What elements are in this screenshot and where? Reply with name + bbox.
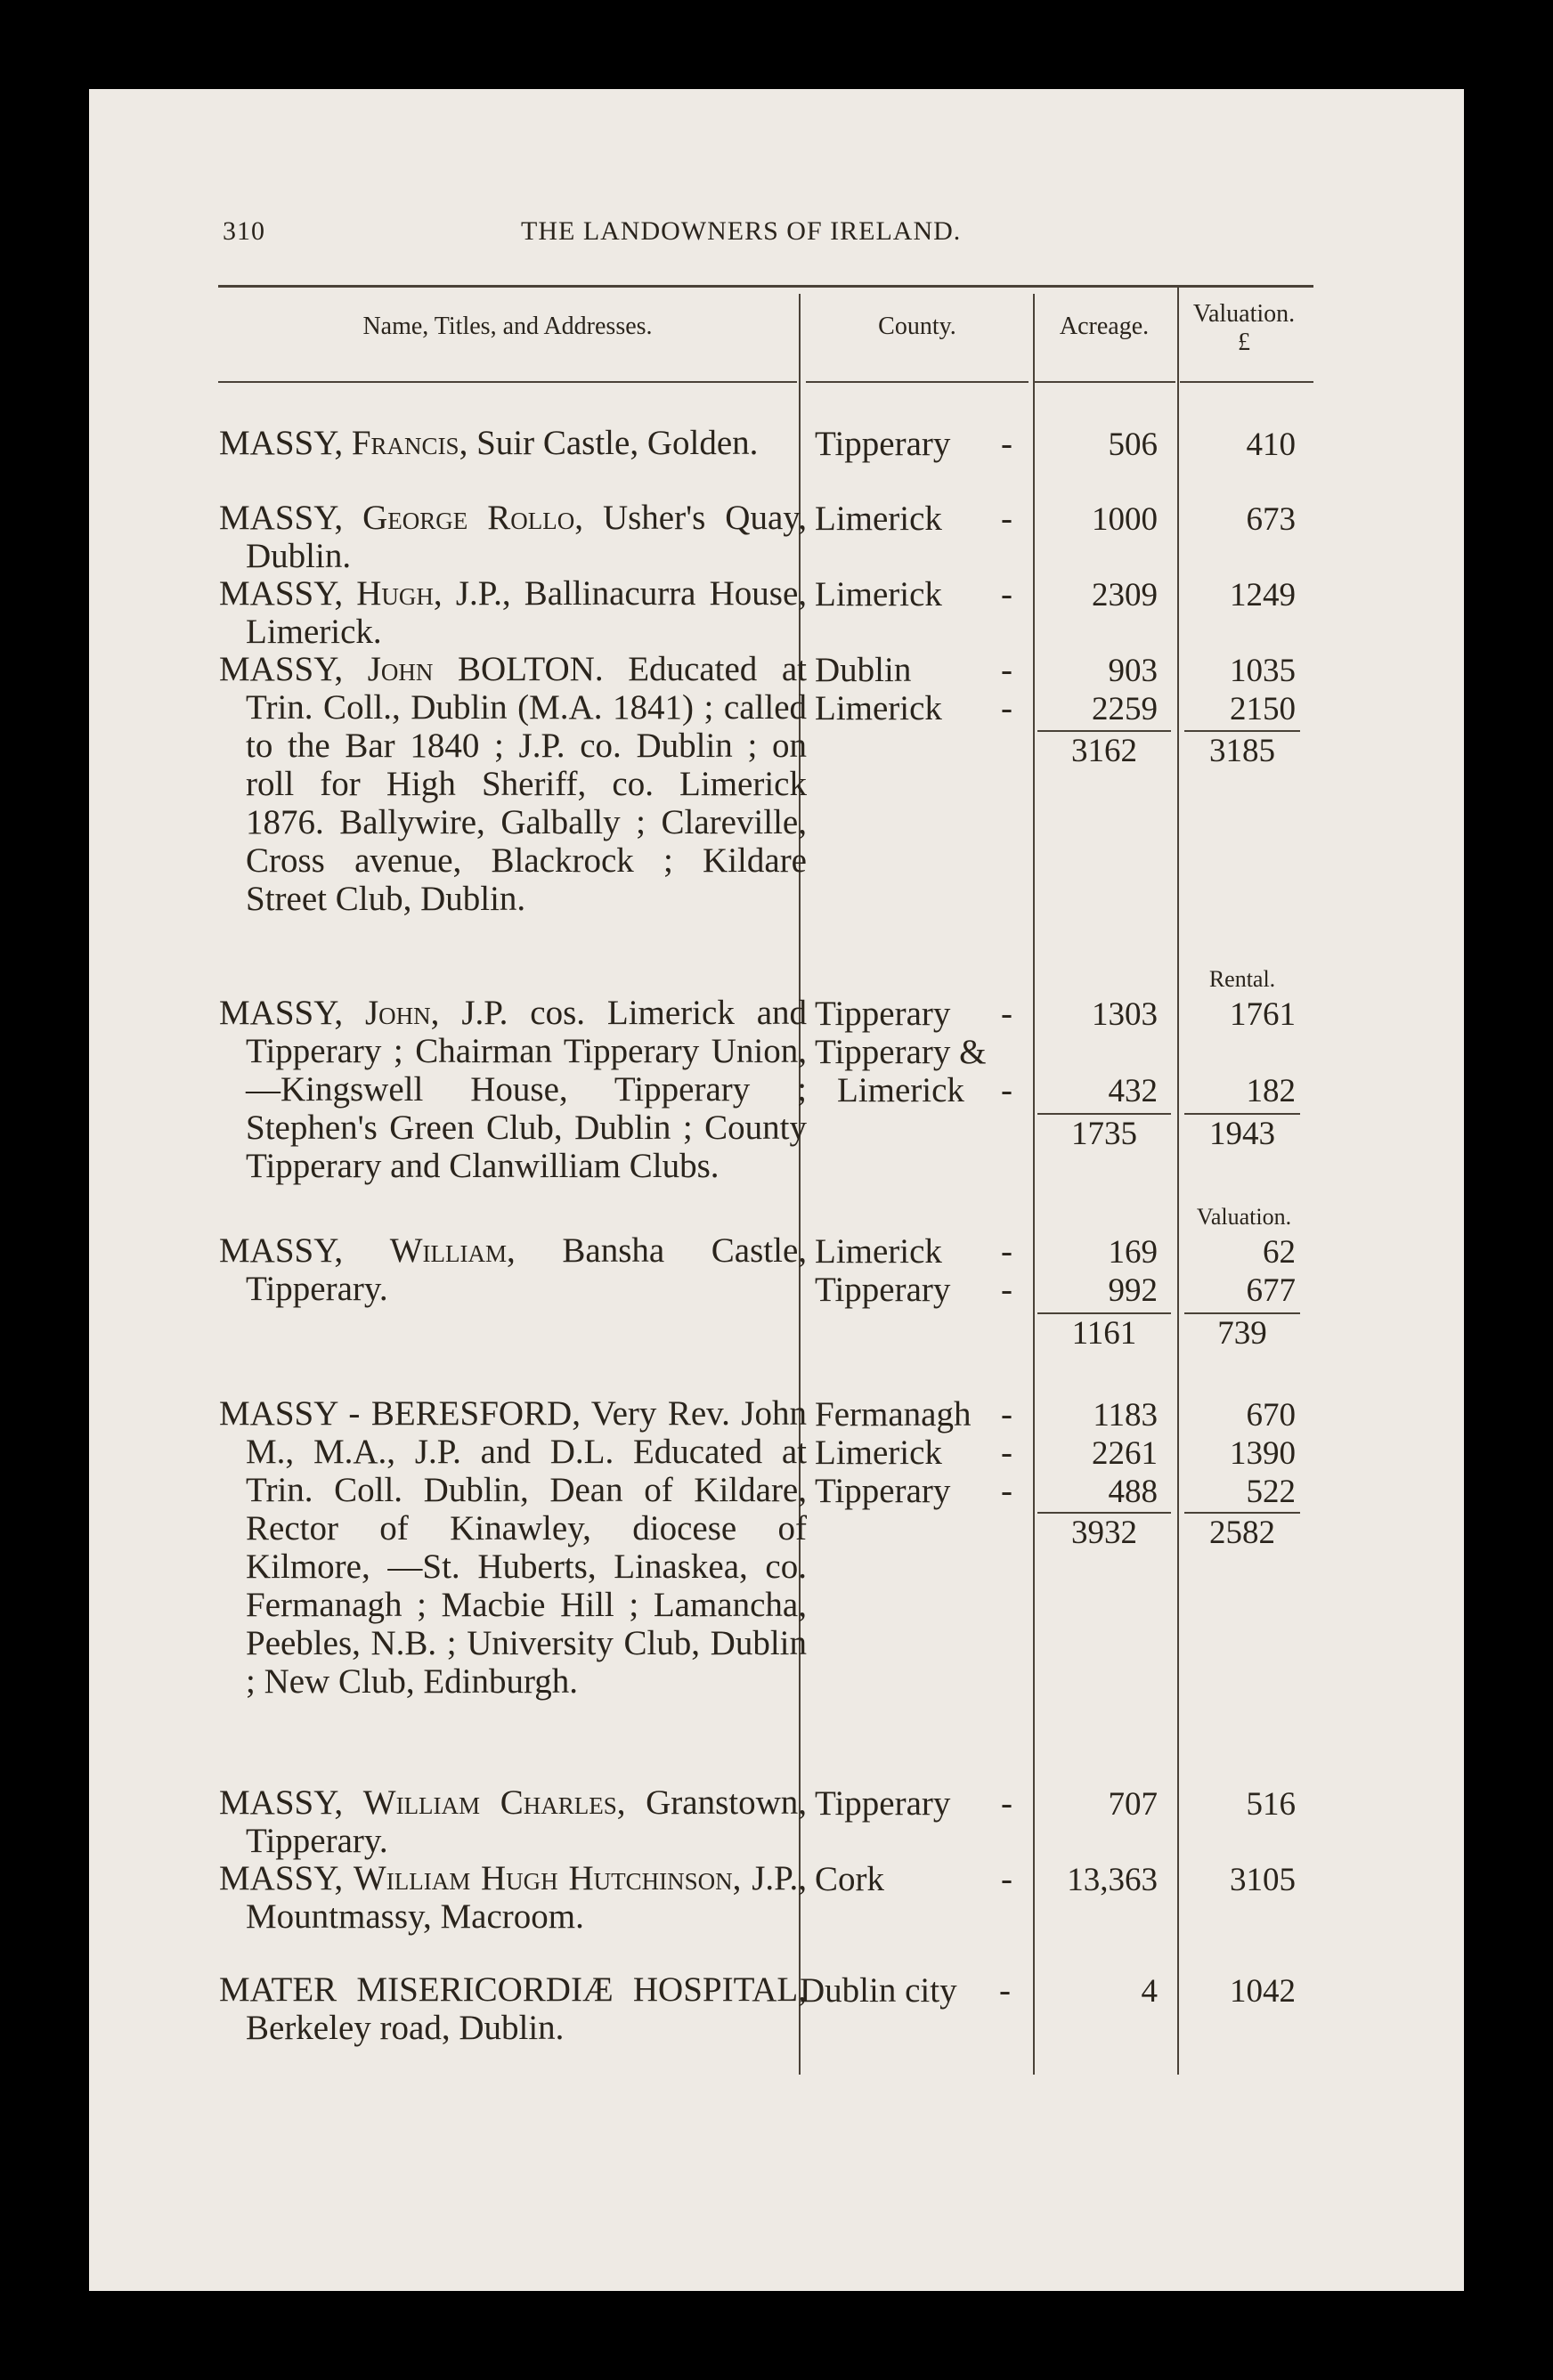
header-name: Name, Titles, and Addresses.	[362, 313, 653, 340]
county-cell: Tipperary	[815, 1472, 951, 1510]
county-cell: Tipperary	[815, 1784, 951, 1823]
acreage-cell: 2309	[1092, 577, 1158, 613]
valuation-total: 1943	[1209, 1116, 1275, 1152]
valuation-total: 3185	[1209, 733, 1275, 769]
county-dash: -	[1001, 1395, 1012, 1434]
county-dash: -	[1001, 651, 1012, 689]
acreage-total: 3932	[1071, 1515, 1137, 1551]
acreage-cell: 13,363	[1067, 1862, 1158, 1898]
entry-name: MASSY - BERESFORD, Very Rev. John M., M.A., J.P. and D.L. Educated at Trin. Coll. Dublin, Dean of Kildare, Rector of Kinawley, diocese of Kilmore, —St. Huberts, Linaskea, co. Fermanagh ; Macbie Hill ; Lamancha, Peebles, N.B. ; University Club, Dublin ; New Club, Edinburgh.	[219, 1394, 807, 1701]
entry-name: MATER MISERICORDIÆ HOSPITAL, Berkeley road, Dublin.	[219, 1970, 808, 2047]
acreage-cell: 432	[1108, 1073, 1158, 1109]
valuation-cell: 62	[1263, 1234, 1296, 1271]
county-cell: Limerick	[815, 689, 942, 727]
valuation-cell: 1249	[1230, 577, 1296, 613]
acreage-cell: 506	[1108, 426, 1158, 463]
county-cell: Limerick	[837, 1071, 964, 1109]
valuation-cell: 3105	[1230, 1862, 1296, 1898]
acreage-total: 1735	[1071, 1116, 1137, 1152]
header-valuation-unit: £	[1238, 329, 1250, 356]
county-dash: -	[1001, 1860, 1012, 1898]
entry-name: MASSY, William Charles, Granstown, Tipperary.	[219, 1783, 808, 1860]
entry-name: MASSY, William Hugh Hutchinson, J.P., Mountmassy, Macroom.	[219, 1859, 808, 1936]
entry-name: MASSY, John BOLTON. Educated at Trin. Coll., Dublin (M.A. 1841) ; called to the Bar 1840 ; J.P. co. Dublin ; on roll for High Sheriff, co. Limerick 1876. Ballywire, Galbally ; Clareville, Cross avenue, Blackrock ; Kildare Street Club, Dublin.	[219, 650, 808, 918]
acreage-cell: 2261	[1092, 1435, 1158, 1472]
acreage-cell: 4	[1141, 1973, 1158, 2010]
acreage-cell: 903	[1108, 653, 1158, 689]
header-county: County.	[878, 313, 956, 340]
county-dash: -	[1001, 1784, 1012, 1823]
acreage-cell: 2259	[1092, 691, 1158, 727]
entry-name: MASSY, John, J.P. cos. Limerick and Tipperary ; Chairman Tipperary Union,—Kingswell House, Tipperary ; Stephen's Green Club, Dublin ; County Tipperary and Clanwilliam Clubs.	[219, 994, 808, 1185]
divider-county-acreage	[1033, 294, 1035, 2075]
entry-name: MASSY, Francis, Suir Castle, Golden.	[219, 424, 759, 462]
valuation-total: 739	[1217, 1315, 1267, 1352]
running-title: THE LANDOWNERS OF IRELAND.	[521, 216, 962, 246]
header-valuation: Valuation.	[1192, 300, 1296, 328]
valuation-cell: 2150	[1230, 691, 1296, 727]
county-dash: -	[1001, 1071, 1012, 1109]
header-acreage: Acreage.	[1059, 313, 1150, 340]
county-cell: Dublin	[815, 651, 912, 689]
page-number: 310	[223, 216, 265, 246]
county-dash: -	[1001, 575, 1012, 613]
valuation-cell: 1390	[1230, 1435, 1296, 1472]
entry-name: MASSY, George Rollo, Usher's Quay, Dublin.	[219, 499, 807, 575]
header-rule-county	[806, 381, 1029, 383]
entry-name: MASSY, Hugh, J.P., Ballinacurra House, Limerick.	[219, 574, 808, 651]
header-rule-valuation	[1180, 381, 1313, 383]
valuation-cell: 1761	[1230, 996, 1296, 1033]
valuation-cell: 670	[1246, 1397, 1296, 1434]
county-cell: Limerick	[815, 1232, 942, 1271]
acreage-cell: 1000	[1092, 501, 1158, 538]
county-cell: Fermanagh	[815, 1395, 972, 1434]
acreage-total: 3162	[1071, 733, 1137, 769]
header-rule-name	[218, 381, 797, 383]
valuation-cell: 522	[1246, 1474, 1296, 1510]
acreage-cell: 169	[1108, 1234, 1158, 1271]
header-rule-acreage	[1033, 381, 1175, 383]
county-cell: Limerick	[815, 1434, 942, 1472]
valuation-cell: 516	[1246, 1786, 1296, 1823]
county-cell: Cork	[815, 1860, 884, 1898]
county-cell: Tipperary	[815, 425, 951, 463]
county-dash: -	[1001, 995, 1012, 1033]
valuation-cell: 673	[1246, 501, 1296, 538]
acreage-cell: 992	[1108, 1272, 1158, 1309]
valuation-cell: 410	[1246, 426, 1296, 463]
county-dash: -	[1001, 689, 1012, 727]
county-dash: -	[1001, 1434, 1012, 1472]
entry-name: MASSY, William, Bansha Castle, Tipperary.	[219, 1231, 808, 1308]
divider-acreage-valuation	[1177, 285, 1179, 2075]
county-dash: -	[1001, 425, 1012, 463]
county-dash: -	[1001, 500, 1012, 538]
acreage-cell: 707	[1108, 1786, 1158, 1823]
valuation-label: Valuation.	[1196, 1204, 1292, 1230]
page	[89, 89, 1464, 2291]
county-cell: Tipperary	[815, 995, 951, 1033]
valuation-total: 2582	[1209, 1515, 1275, 1551]
valuation-cell: 1035	[1230, 653, 1296, 689]
valuation-cell: 677	[1246, 1272, 1296, 1309]
acreage-cell: 1303	[1092, 996, 1158, 1033]
valuation-cell: 1042	[1230, 1973, 1296, 2010]
county-cell: Limerick	[815, 500, 942, 538]
county-cell: Dublin city	[800, 1971, 957, 2010]
county-cell: Tipperary	[815, 1271, 951, 1309]
top-rule	[218, 285, 1313, 288]
county-dash: -	[999, 1971, 1011, 2010]
county-cell: Limerick	[815, 575, 942, 613]
county-dash: -	[1001, 1271, 1012, 1309]
county-dash: -	[1001, 1232, 1012, 1271]
rental-label: Rental.	[1208, 966, 1276, 992]
acreage-total: 1161	[1071, 1315, 1137, 1352]
county-cell: Tipperary &	[815, 1033, 987, 1071]
acreage-cell: 1183	[1093, 1397, 1158, 1434]
county-dash: -	[1001, 1472, 1012, 1510]
valuation-cell: 182	[1246, 1073, 1296, 1109]
acreage-cell: 488	[1108, 1474, 1158, 1510]
